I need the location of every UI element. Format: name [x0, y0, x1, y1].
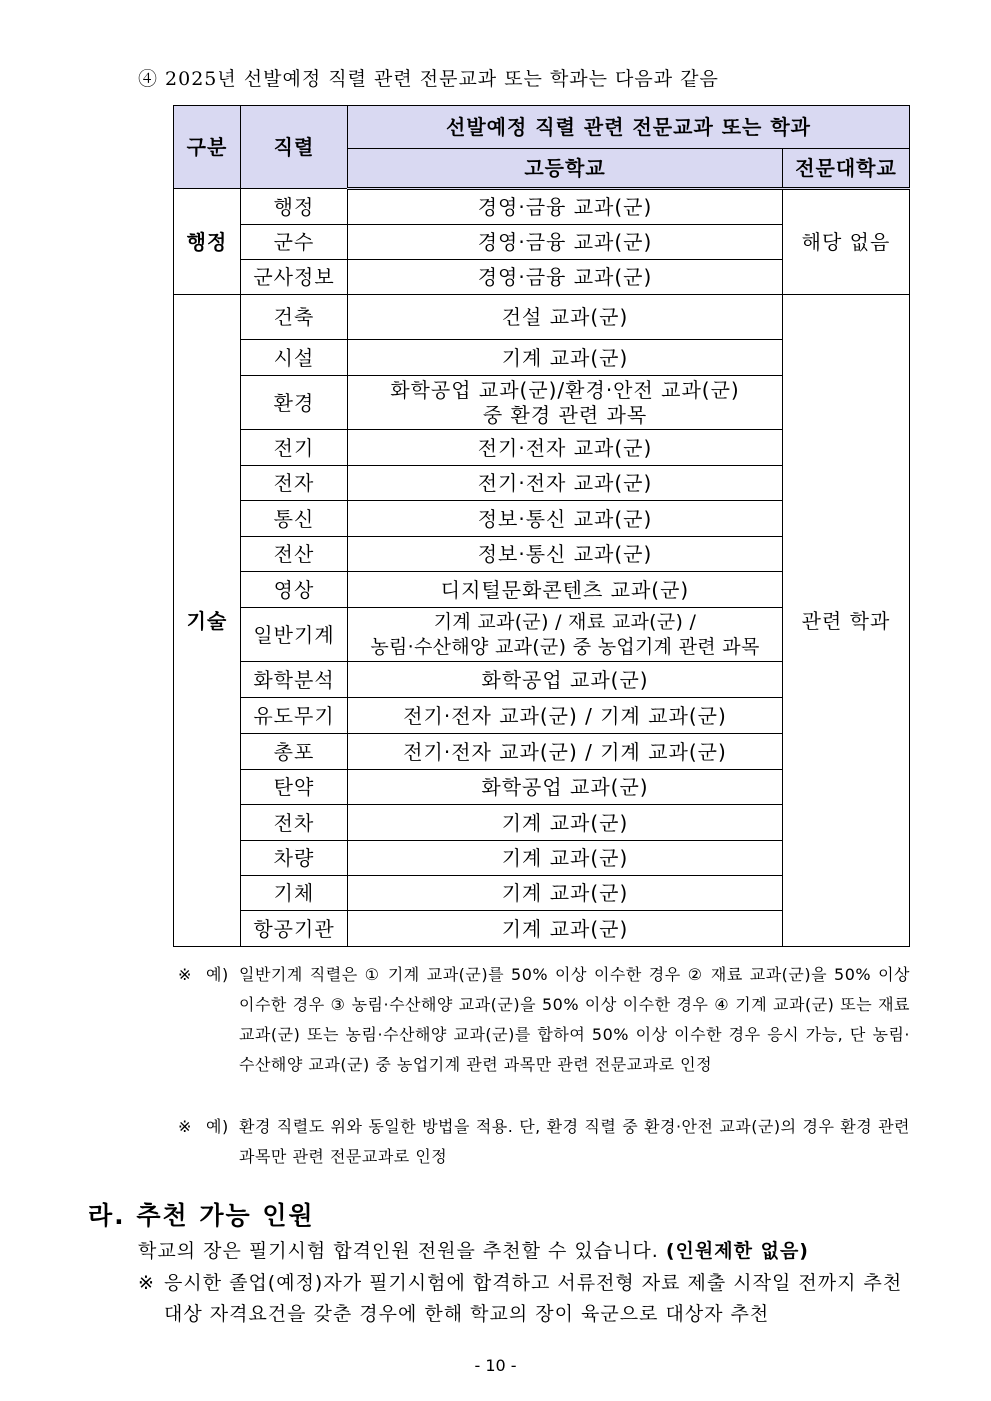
- intro-line: ④ 2025년 선발예정 직렬 관련 전문교과 또는 학과는 다음과 같음: [138, 68, 719, 90]
- series-cell: 전차: [241, 805, 348, 841]
- series-cell: 유도무기: [241, 698, 348, 734]
- subject-line: 기계 교과(군) / 재료 교과(군) /: [433, 610, 697, 633]
- note-environment: [178, 1112, 910, 1172]
- note-mark: ※: [178, 1117, 192, 1136]
- college-tech: 관련 학과: [783, 295, 910, 947]
- paragraph-bold: (인원제한 없음): [665, 1240, 809, 1262]
- subject-cell: 전기·전자 교과(군): [348, 430, 783, 466]
- note-general-machine: [178, 960, 910, 1080]
- subject-cell: 전기·전자 교과(군): [348, 466, 783, 501]
- subject-cell: 전기·전자 교과(군) / 기계 교과(군): [348, 698, 783, 734]
- subject-cell: 전기·전자 교과(군) / 기계 교과(군): [348, 734, 783, 770]
- subject-cell: 건설 교과(군): [348, 295, 783, 340]
- table-row: [174, 295, 910, 340]
- series-cell: 전산: [241, 537, 348, 572]
- subject-cell: 경영·금융 교과(군): [348, 189, 783, 225]
- header-highschool: 고등학교: [348, 149, 783, 189]
- subject-cell: 디지털문화콘텐츠 교과(군): [348, 572, 783, 608]
- series-cell: 군수: [241, 225, 348, 260]
- subject-cell: [348, 376, 783, 430]
- series-cell: 환경: [241, 376, 348, 430]
- series-cell: 차량: [241, 841, 348, 876]
- category-tech: 기술: [174, 295, 241, 947]
- subject-line: 농림·수산해양 교과(군) 중 농업기계 관련 과목: [370, 635, 760, 658]
- section-title: 라. 추천 가능 인원: [88, 1201, 315, 1230]
- series-cell: 일반기계: [241, 608, 348, 662]
- note-text: 응시한 졸업(예정)자가 필기시험에 합격하고 서류전형 자료 제출 시작일 전까지 추천 대상 자격요건을 갖춘 경우에 한해 학교의 장이 육군으로 대상자 추천: [164, 1272, 903, 1325]
- series-cell: 행정: [241, 189, 348, 225]
- subject-cell: 경영·금융 교과(군): [348, 260, 783, 295]
- subject-line: 중 환경 관련 과목: [482, 402, 648, 427]
- series-cell: 항공기관: [241, 911, 348, 947]
- subject-cell: 정보·통신 교과(군): [348, 537, 783, 572]
- note-mark: ※: [178, 965, 192, 984]
- series-cell: 군사정보: [241, 260, 348, 295]
- section-note: [138, 1268, 913, 1330]
- subject-cell: 화학공업 교과(군): [348, 770, 783, 805]
- subject-cell: 화학공업 교과(군): [348, 662, 783, 698]
- note-lead: 예): [206, 1117, 229, 1136]
- note-mark: ※: [138, 1272, 155, 1294]
- subject-cell: 기계 교과(군): [348, 805, 783, 841]
- series-cell: 영상: [241, 572, 348, 608]
- subject-cell: 기계 교과(군): [348, 911, 783, 947]
- subject-cell: 정보·통신 교과(군): [348, 501, 783, 537]
- page-number: - 10 -: [474, 1356, 517, 1375]
- subject-cell: 기계 교과(군): [348, 340, 783, 376]
- subject-cell: [348, 608, 783, 662]
- series-cell: 화학분석: [241, 662, 348, 698]
- series-cell: 시설: [241, 340, 348, 376]
- subject-cell: 기계 교과(군): [348, 841, 783, 876]
- series-cell: 총포: [241, 734, 348, 770]
- table-row: [174, 189, 910, 225]
- note-text: 환경 직렬도 위와 동일한 방법을 적용. 단, 환경 직렬 중 환경·안전 교과(군)의 경우 환경 관련 과목만 관련 전문교과로 인정: [239, 1117, 910, 1166]
- series-cell: 통신: [241, 501, 348, 537]
- series-cell: 전자: [241, 466, 348, 501]
- subject-cell: 기계 교과(군): [348, 876, 783, 911]
- paragraph-text: 학교의 장은 필기시험 합격인원 전원을 추천할 수 있습니다.: [138, 1240, 659, 1262]
- category-admin: 행정: [174, 189, 241, 295]
- series-cell: 탄약: [241, 770, 348, 805]
- section-paragraph: [138, 1236, 809, 1263]
- header-college: 전문대학교: [783, 149, 910, 189]
- specialty-table: [173, 105, 910, 947]
- series-cell: 기체: [241, 876, 348, 911]
- note-text: 일반기계 직렬은 ① 기계 교과(군)를 50% 이상 이수한 경우 ② 재료 교과(군)을 50% 이상 이수한 경우 ③ 농림·수산해양 교과(군)을 50% 이상 이수한 경우 ④ 기계 교과(군) 또는 재료 교과(군) 또는 농림·수산해양 교과(군)를 합하여 50% 이상 이수한 경우 응시 가능, 단 농림·수산해양 교과(군) 중 농업기계 관련 과목만 관련 전문교과로 인정: [239, 965, 910, 1074]
- series-cell: 전기: [241, 430, 348, 466]
- subject-line: 화학공업 교과(군)/환경·안전 교과(군): [390, 377, 740, 402]
- series-cell: 건축: [241, 295, 348, 340]
- header-group: 선발예정 직렬 관련 전문교과 또는 학과: [348, 106, 910, 149]
- college-admin: 해당 없음: [783, 189, 910, 295]
- header-series: 직렬: [241, 106, 348, 189]
- subject-cell: 경영·금융 교과(군): [348, 225, 783, 260]
- note-lead: 예): [206, 965, 229, 984]
- header-category: 구분: [174, 106, 241, 189]
